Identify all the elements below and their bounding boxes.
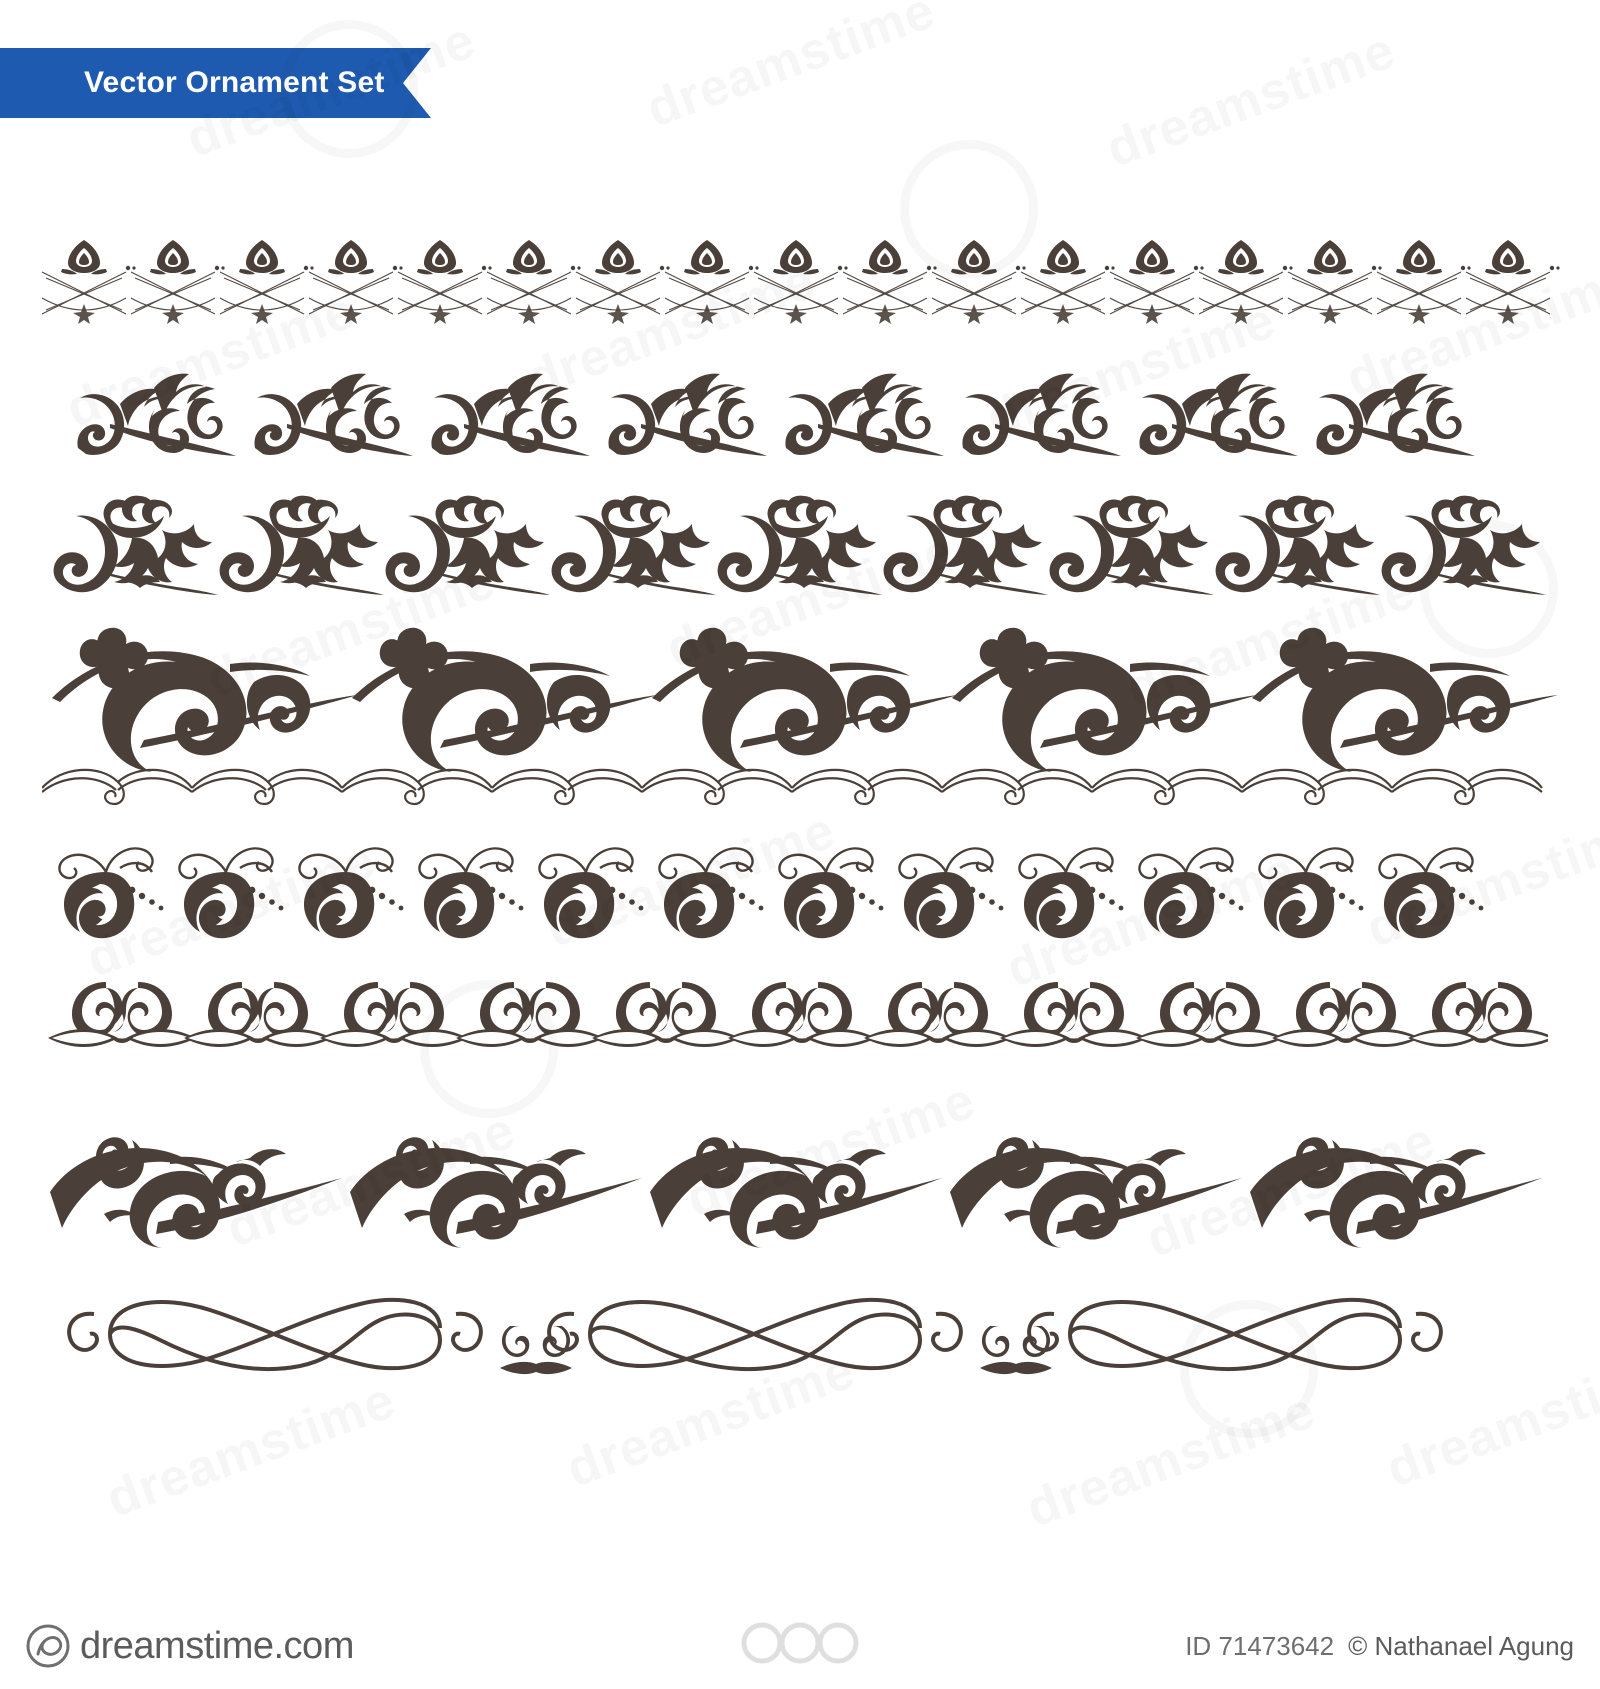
banner-title: Vector Ornament Set — [84, 66, 385, 99]
footer-watermark — [740, 1621, 860, 1665]
banner-notch — [403, 48, 431, 118]
ornament-row-curled-leaf-sprig-border — [58, 352, 1558, 464]
ornament-row-thin-wave-curl-divider — [42, 758, 1552, 814]
image-credit: © Nathanael Agung — [1348, 1630, 1574, 1661]
ornament-row-double-curl-knot-border — [48, 978, 1548, 1078]
footer-meta — [1185, 1631, 1574, 1662]
ornament-row-lotus-bud-with-crossed-rays-border — [40, 238, 1560, 324]
banner — [0, 48, 431, 118]
dreamstime-logo-icon — [26, 1624, 70, 1668]
ornament-row-flourish-vine-border — [40, 1118, 1560, 1248]
ornament-row-paisley-dot-border — [40, 838, 1560, 958]
brand-name: dreamstime.com — [80, 1624, 354, 1667]
brand[interactable] — [26, 1624, 354, 1668]
ornament-row-infinity-knot-border — [50, 1268, 1550, 1390]
footer — [0, 1603, 1600, 1689]
image-id: ID 71473642 — [1185, 1630, 1335, 1661]
banner-body — [0, 48, 403, 118]
ornament-row-scrolling-fan-flower-border — [44, 492, 1564, 604]
ornament-row-large-baroque-scroll-border — [40, 612, 1560, 772]
